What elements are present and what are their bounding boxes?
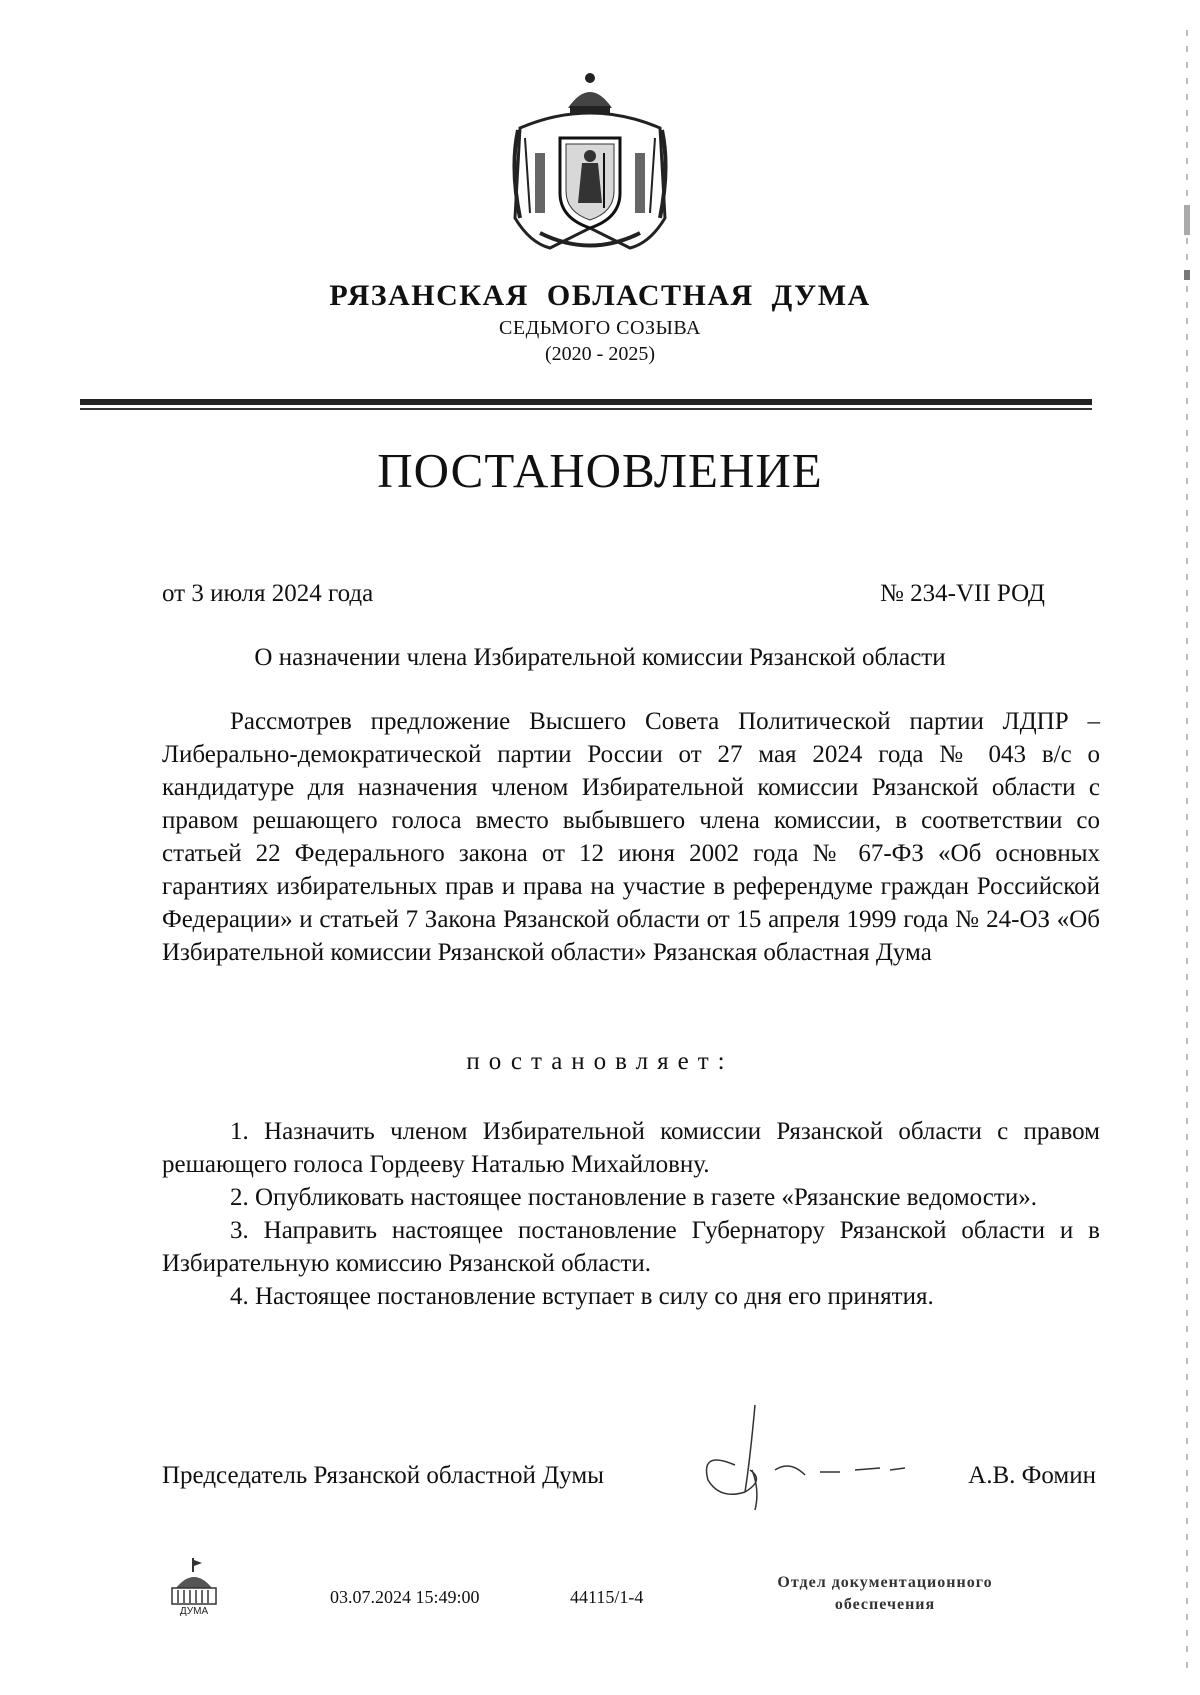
department-stamp: Отдел документационного обеспечения bbox=[777, 1574, 993, 1613]
footer-timestamp: 03.07.2024 15:49:00 bbox=[330, 1587, 480, 1607]
organization-name: РЯЗАНСКАЯ ОБЛАСТНАЯ ДУМА bbox=[329, 279, 871, 312]
resolves-label: постановляет: bbox=[466, 1048, 734, 1075]
scan-edge-artifact bbox=[1183, 30, 1191, 1670]
header-divider-thick bbox=[80, 399, 1092, 405]
document-subject: О назначении члена Избирательной комиссии Рязанской области bbox=[254, 644, 946, 671]
coat-of-arms-icon bbox=[500, 68, 680, 258]
logo-text: ДУМА bbox=[179, 1606, 209, 1616]
convocation-years: (2020 - 2025) bbox=[545, 343, 655, 365]
resolution-item: 1. Назначить членом Избирательной комиссии Рязанской области с правом решающего голоса Гордееву Наталью Михайловну. bbox=[162, 1118, 1100, 1178]
header-divider-thin bbox=[80, 408, 1092, 410]
handwritten-signature bbox=[690, 1400, 920, 1515]
document-date: от 3 июля 2024 года bbox=[162, 580, 374, 607]
signatory-position: Председатель Рязанской областной Думы bbox=[162, 1462, 604, 1489]
resolution-items bbox=[162, 1115, 1100, 1313]
document-number: № 234-VII РОД bbox=[880, 580, 1045, 607]
signatory-name: А.В. Фомин bbox=[968, 1462, 1096, 1489]
resolution-item: 2. Опубликовать настоящее постановление в газете «Рязанские ведомости». bbox=[230, 1184, 1037, 1211]
resolution-item: 4. Настоящее постановление вступает в силу со дня его принятия. bbox=[230, 1283, 934, 1310]
duma-building-logo-icon bbox=[168, 1558, 220, 1616]
preamble-block bbox=[162, 705, 1100, 969]
document-type-title: ПОСТАНОВЛЕНИЕ bbox=[377, 443, 823, 498]
footer-registration-number: 44115/1-4 bbox=[570, 1587, 644, 1607]
preamble-paragraph: Рассмотрев предложение Высшего Совета Политической партии ЛДПР – Либерально-демократической партии России от 27 мая 2024 года № 043 в/с о кандидатуре для назначения членом Избирательной комиссии Рязанской области с правом решающего голоса вместо выбывшего члена комиссии, в соответствии со статьей 22 Федерального закона от 12 июня 2002 года № 67-ФЗ «Об основных гарантиях избирательных прав и права на участие в референдуме граждан Российской Федерации» и статьей 7 Закона Рязанской области от 15 апреля 1999 года № 24-ОЗ «Об Избирательной комиссии Рязанской области» Рязанская областная Дума bbox=[162, 708, 1100, 966]
convocation-label: СЕДЬМОГО СОЗЫВА bbox=[499, 317, 701, 339]
resolution-item: 3. Направить настоящее постановление Губернатору Рязанской области и в Избирательную комиссию Рязанской области. bbox=[162, 1217, 1100, 1277]
